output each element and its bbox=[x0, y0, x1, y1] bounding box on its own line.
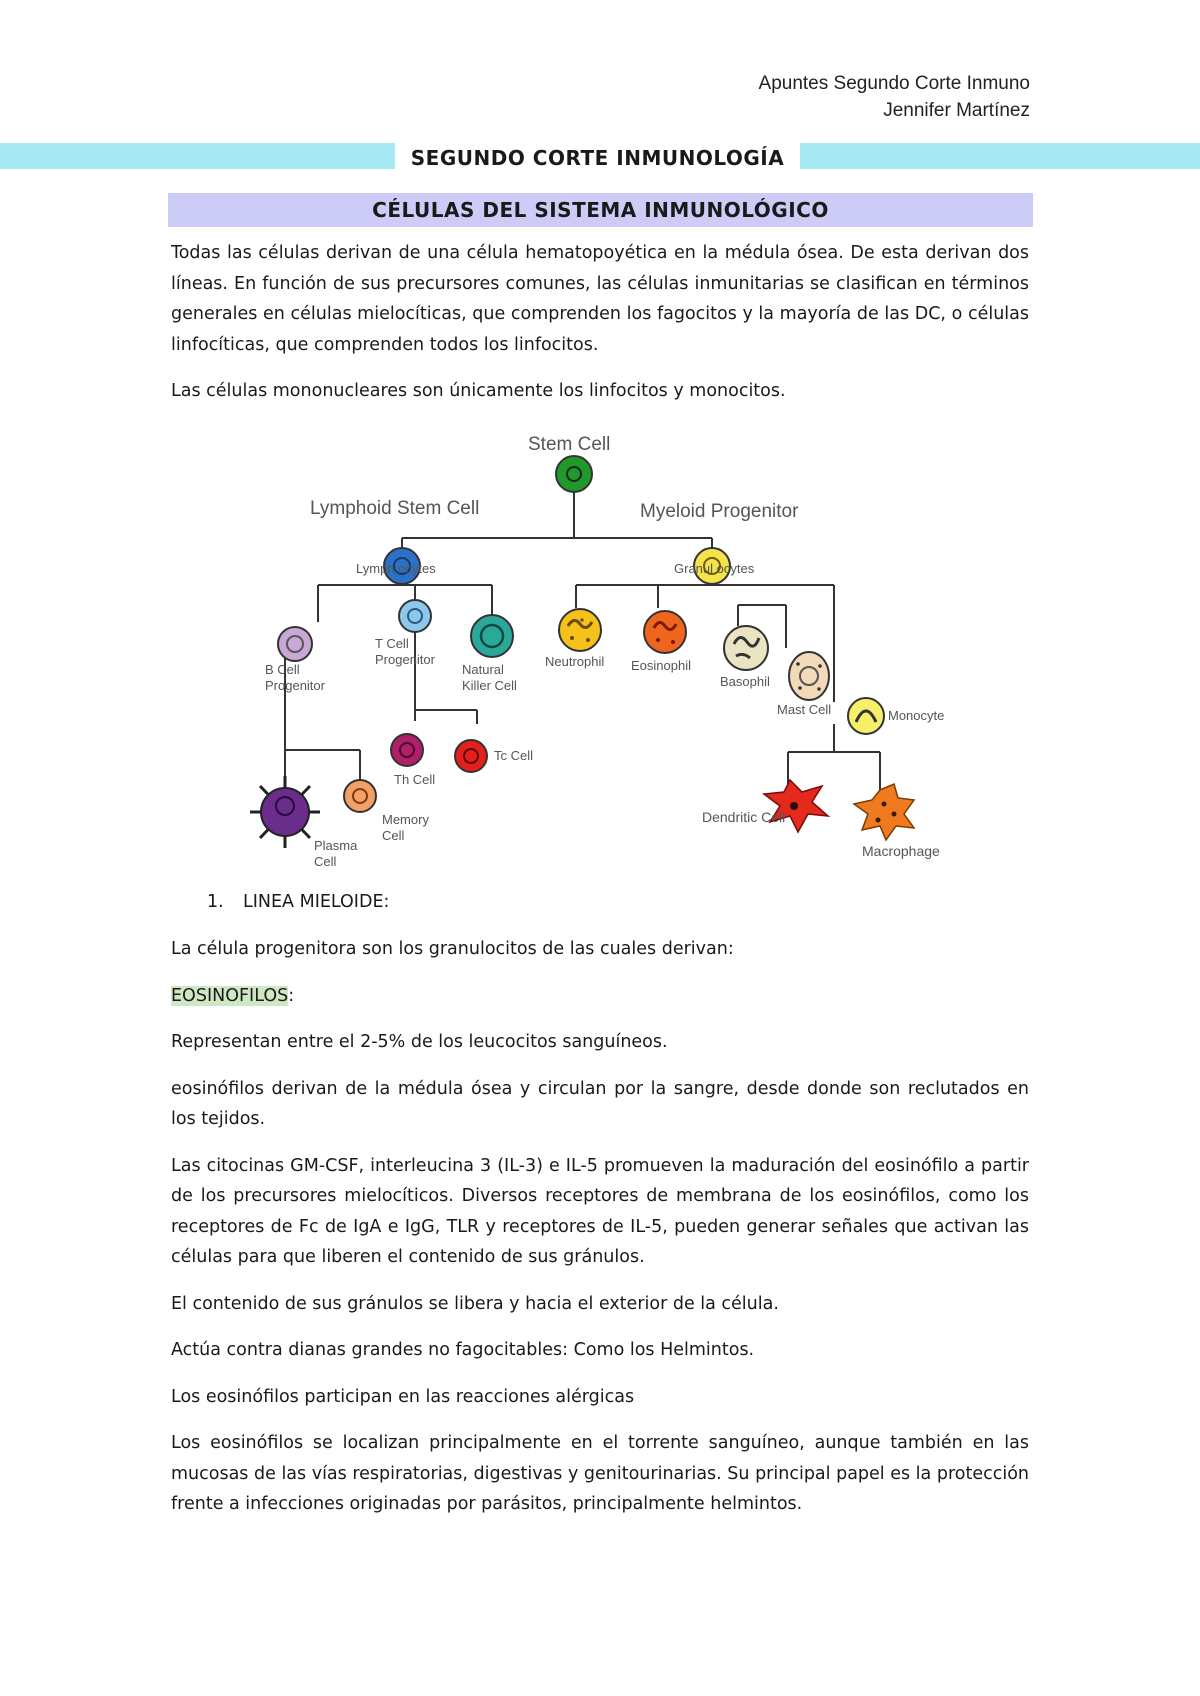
th-cell-icon bbox=[391, 734, 423, 766]
label-basophil: Basophil bbox=[720, 674, 770, 689]
label-dendritic-cell: Dendritic Cell bbox=[702, 809, 786, 825]
progenitor-paragraph: La célula progenitora son los granulocitos de las cuales derivan: bbox=[171, 939, 734, 959]
b-cell-progenitor-icon bbox=[278, 627, 312, 661]
list-number: 1. bbox=[207, 892, 224, 912]
label-tc-cell: Tc Cell bbox=[494, 748, 534, 763]
label-eosinophil: Eosinophil bbox=[631, 658, 691, 673]
eos-paragraph-1: Representan entre el 2-5% de los leucocitos sanguíneos. bbox=[171, 1032, 668, 1052]
eosinophil-text bbox=[171, 934, 1029, 1536]
section-title: CÉLULAS DEL SISTEMA INMUNOLÓGICO bbox=[168, 193, 1033, 227]
label-killer-cell: Killer Cell bbox=[462, 678, 517, 693]
intro-paragraph-2: Las células mononucleares son únicamente los linfocitos y monocitos. bbox=[171, 381, 786, 401]
eosinophil-heading-text: EOSINOFILOS bbox=[171, 985, 289, 1006]
intro-text bbox=[171, 238, 1029, 423]
label-b-cell-progenitor: Progenitor bbox=[265, 678, 325, 693]
eos-paragraph-6: Los eosinófilos participan en las reacciones alérgicas bbox=[171, 1386, 635, 1407]
eosinophil-heading bbox=[171, 981, 1029, 1012]
document-header bbox=[759, 70, 1030, 124]
intro-paragraph-1: Todas las células derivan de una célula hematopoyética en la médula ósea. De esta derivan dos líneas. En función de sus precursores comunes, las células inmunitarias se clasifican en términos generales en células mielocíticas, que comprenden los fagocitos y la mayoría de las DC, o células linfocíticas, que comprenden todos los linfocitos. bbox=[171, 243, 1029, 355]
label-stem-cell: Stem Cell bbox=[528, 434, 611, 455]
label-memory: Memory bbox=[382, 812, 429, 827]
label-t-cell-progenitor: Progenitor bbox=[375, 652, 435, 667]
label-th-cell: Th Cell bbox=[394, 772, 436, 787]
eos-paragraph-5: Actúa contra dianas grandes no fagocitables: Como los Helmintos. bbox=[171, 1340, 755, 1360]
label-memory-cell: Cell bbox=[382, 828, 405, 843]
stem-cell-icon bbox=[556, 456, 592, 492]
label-mast-cell: Mast Cell bbox=[777, 702, 832, 717]
header-line-author: Jennifer Martínez bbox=[883, 100, 1030, 121]
label-b-cell: B Cell bbox=[265, 662, 300, 677]
label-neutrophil: Neutrophil bbox=[545, 654, 605, 669]
label-lymphocytes: Lymph ocytes bbox=[356, 561, 436, 576]
label-macrophage: Macrophage bbox=[862, 843, 940, 859]
eos-paragraph-3: Las citocinas GM-CSF, interleucina 3 (IL-3) e IL-5 promueven la maduración del eosinófilo a partir de los precursores mielocíticos. Diversos receptores de membrana de los eosinófilos, como los receptores de Fc de IgA e IgG, TLR y receptores de IL-5, pueden generar señales que activan las células para que liberen el contenido de sus gránulos. bbox=[171, 1155, 1029, 1267]
label-monocyte: Monocyte bbox=[888, 708, 945, 723]
label-plasma-cell: Cell bbox=[314, 854, 337, 869]
plasma-cell-icon bbox=[250, 776, 320, 848]
memory-cell-icon bbox=[344, 780, 376, 812]
label-myeloid-progenitor: Myeloid Progenitor bbox=[640, 501, 799, 522]
label-t-cell: T Cell bbox=[375, 636, 409, 651]
eosinophil-icon bbox=[644, 611, 686, 653]
t-cell-progenitor-icon bbox=[399, 600, 431, 632]
basophil-icon bbox=[724, 626, 768, 670]
hematopoiesis-diagram bbox=[230, 420, 970, 875]
label-natural: Natural bbox=[462, 662, 504, 677]
natural-killer-cell-icon bbox=[471, 615, 513, 657]
list-item-linea-mieloide bbox=[207, 887, 389, 917]
page-title: SEGUNDO CORTE INMUNOLOGÍA bbox=[395, 143, 800, 173]
eosinophil-heading-colon: : bbox=[288, 985, 295, 1006]
eos-paragraph-7: Los eosinófilos se localizan principalmente en el torrente sanguíneo, aunque también en las mucosas de las vías respiratorias, digestivas y genitourinarias. Su principal papel es la protección frente a infecciones originadas por parásitos, principalmente helmintos. bbox=[171, 1433, 1029, 1514]
monocyte-icon bbox=[848, 698, 884, 734]
eos-paragraph-4: El contenido de sus gránulos se libera y hacia el exterior de la célula. bbox=[171, 1293, 779, 1314]
label-lymphoid-stem-cell: Lymphoid Stem Cell bbox=[310, 498, 480, 519]
tc-cell-icon bbox=[455, 740, 487, 772]
eos-paragraph-2: eosinófilos derivan de la médula ósea y circulan por la sangre, desde donde son reclutados en los tejidos. bbox=[171, 1078, 1029, 1129]
list-label: LINEA MIELOIDE: bbox=[243, 892, 390, 912]
label-plasma: Plasma bbox=[314, 838, 358, 853]
neutrophil-icon bbox=[559, 609, 601, 651]
macrophage-icon bbox=[854, 784, 914, 840]
mast-cell-icon bbox=[789, 652, 829, 700]
header-line-title: Apuntes Segundo Corte Inmuno bbox=[758, 73, 1030, 94]
label-granulocytes: Granul ocytes bbox=[674, 561, 755, 576]
